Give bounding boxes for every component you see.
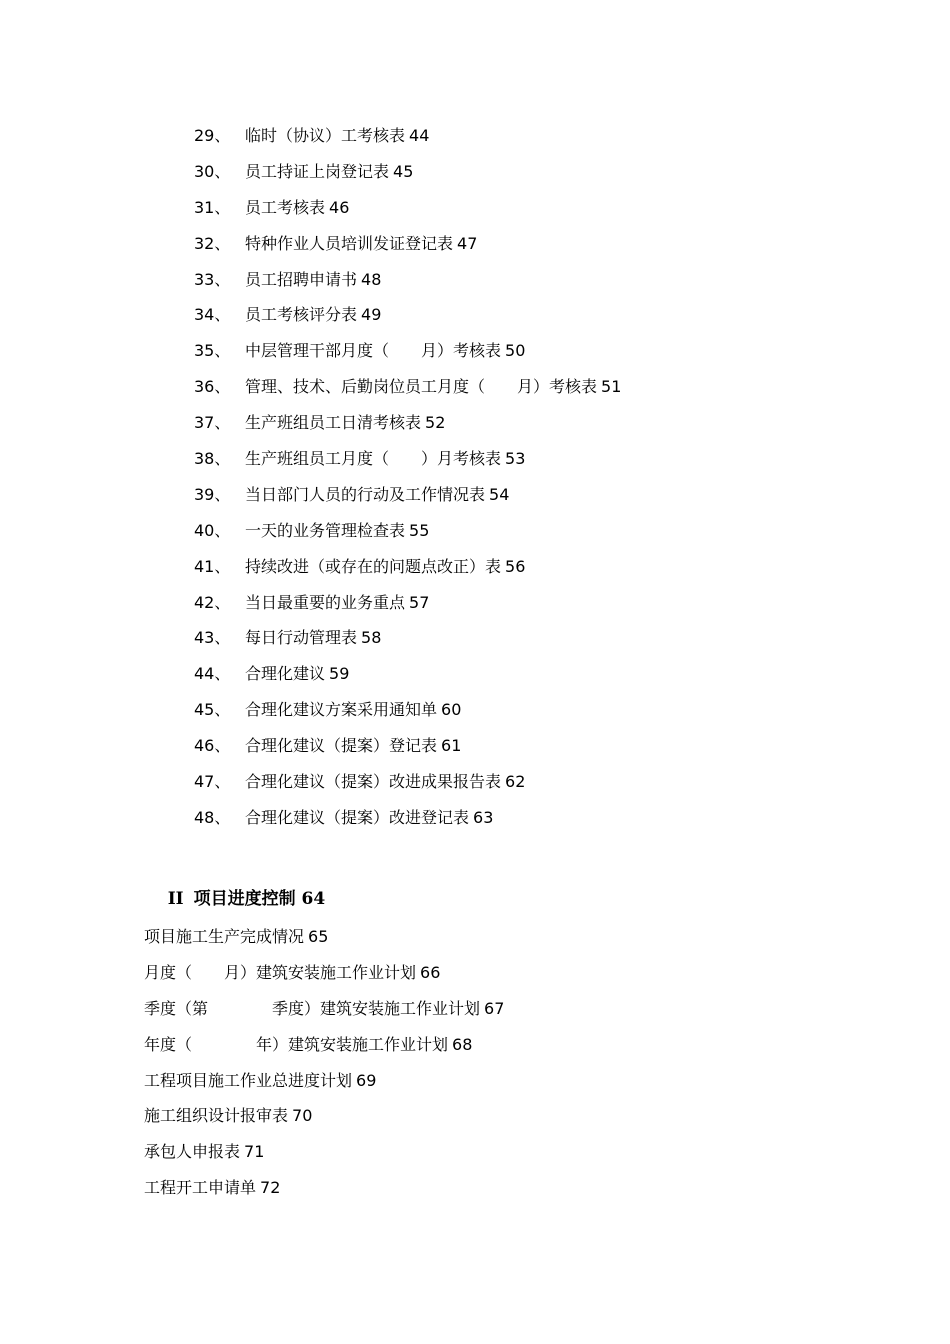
toc-item-title: 一天的业务管理检查表 [245,520,406,540]
sub-item-page: 72 [260,1178,281,1198]
toc-item-number: 48、 [194,807,231,827]
section-title: 项目进度控制 [193,889,296,909]
toc-item-page: 57 [409,592,430,612]
toc-item-number: 35、 [194,341,231,361]
toc-list [194,124,621,842]
toc-item-page: 59 [329,664,350,684]
toc-item-title: 特种作业人员培训发证登记表 [245,233,454,253]
sub-item-page: 69 [356,1070,377,1090]
toc-item[interactable] [194,734,621,770]
sub-item[interactable] [144,997,504,1033]
sub-item-title: 承包人申报表 [144,1142,241,1162]
toc-item-page: 51 [601,377,622,397]
sub-item-title: 施工组织设计报审表 [144,1106,289,1126]
toc-item-page: 47 [457,233,478,253]
toc-item-number: 42、 [194,592,231,612]
toc-item[interactable] [194,124,621,160]
toc-item-number: 45、 [194,700,231,720]
toc-item-page: 44 [409,126,430,145]
toc-item-number: 41、 [194,556,231,576]
toc-item[interactable] [194,268,621,304]
sub-item[interactable] [144,1176,504,1212]
sub-item-page: 65 [308,927,329,946]
toc-item-title: 合理化建议（提案）改进成果报告表 [245,772,502,792]
toc-item[interactable] [194,698,621,734]
toc-item-number: 46、 [194,736,231,756]
toc-item[interactable] [194,806,621,842]
toc-item[interactable] [194,339,621,375]
sub-item-title: 工程项目施工作业总进度计划 [144,1070,353,1090]
toc-item-title: 当日最重要的业务重点 [245,592,406,612]
toc-item-number: 31、 [194,197,231,217]
toc-item-number: 47、 [194,772,231,792]
sub-item-page: 68 [452,1034,473,1054]
toc-item-number: 39、 [194,484,231,504]
toc-item-title: 员工考核表 [245,197,326,217]
toc-item-title: 合理化建议（提案）登记表 [245,736,438,756]
toc-item[interactable] [194,303,621,339]
toc-item[interactable] [194,375,621,411]
toc-item-title: 中层管理干部月度（ 月）考核表 [245,341,502,361]
sub-item[interactable] [144,1069,504,1105]
toc-item-title: 生产班组员工月度（ ）月考核表 [245,449,502,469]
toc-item-title: 合理化建议方案采用通知单 [245,700,438,720]
toc-item-title: 当日部门人员的行动及工作情况表 [245,484,486,504]
toc-item-page: 46 [329,197,350,217]
toc-item-number: 29、 [194,126,231,145]
sub-item[interactable] [144,961,504,997]
toc-item-page: 56 [505,556,526,576]
sub-item-title: 季度（第 季度）建筑安装施工作业计划 [144,998,481,1018]
toc-item-title: 持续改进（或存在的问题点改正）表 [245,556,502,576]
toc-item-number: 40、 [194,520,231,540]
toc-item-title: 管理、技术、后勤岗位员工月度（ 月）考核表 [245,377,598,397]
toc-item-page: 58 [361,628,382,648]
toc-item-page: 55 [409,520,430,540]
sub-list [144,925,504,1212]
sub-item-title: 年度（ 年）建筑安装施工作业计划 [144,1034,449,1054]
toc-item-number: 34、 [194,305,231,325]
toc-item-page: 50 [505,341,526,361]
toc-item[interactable] [194,662,621,698]
toc-item[interactable] [194,483,621,519]
toc-item-number: 36、 [194,377,231,397]
toc-item-page: 62 [505,772,526,792]
toc-item-number: 43、 [194,628,231,648]
toc-item-page: 60 [441,700,462,720]
sub-item-title: 项目施工生产完成情况 [144,927,305,946]
toc-item-page: 49 [361,305,382,325]
toc-item-page: 63 [473,807,494,827]
sub-item-page: 67 [484,998,505,1018]
sub-item-title: 月度（ 月）建筑安装施工作业计划 [144,962,417,982]
toc-item-page: 48 [361,269,382,289]
toc-item[interactable] [194,626,621,662]
toc-item-title: 生产班组员工日清考核表 [245,413,422,433]
sub-item[interactable] [144,1104,504,1140]
toc-item-page: 45 [393,161,414,181]
toc-item-number: 32、 [194,233,231,253]
toc-item-number: 38、 [194,449,231,469]
sub-item[interactable] [144,1140,504,1176]
toc-item[interactable] [194,160,621,196]
toc-item[interactable] [194,196,621,232]
sub-item[interactable] [144,1033,504,1069]
toc-item-number: 37、 [194,413,231,433]
toc-item-title: 员工考核评分表 [245,305,358,325]
toc-item-title: 员工持证上岗登记表 [245,161,390,181]
toc-item-number: 44、 [194,664,231,684]
toc-item-page: 52 [425,413,446,433]
toc-item-title: 临时（协议）工考核表 [245,126,406,145]
toc-item-page: 61 [441,736,462,756]
toc-item-title: 合理化建议 [245,664,326,684]
toc-item[interactable] [194,591,621,627]
toc-item[interactable] [194,447,621,483]
section-number: II [167,889,184,909]
toc-item[interactable] [194,232,621,268]
sub-item[interactable] [144,925,504,961]
sub-item-title: 工程开工申请单 [144,1178,257,1198]
toc-item-title: 合理化建议（提案）改进登记表 [245,807,470,827]
toc-item-page: 53 [505,449,526,469]
toc-item[interactable] [194,770,621,806]
toc-item-number: 33、 [194,269,231,289]
toc-item[interactable] [194,555,621,591]
toc-item-title: 每日行动管理表 [245,628,358,648]
toc-item[interactable] [194,411,621,447]
sub-item-page: 66 [420,962,441,982]
sub-item-page: 71 [244,1142,265,1162]
section-page: 64 [301,889,326,909]
toc-item-number: 30、 [194,161,231,181]
toc-item-page: 54 [489,484,510,504]
toc-item[interactable] [194,519,621,555]
sub-item-page: 70 [292,1106,313,1126]
toc-item-title: 员工招聘申请书 [245,269,358,289]
